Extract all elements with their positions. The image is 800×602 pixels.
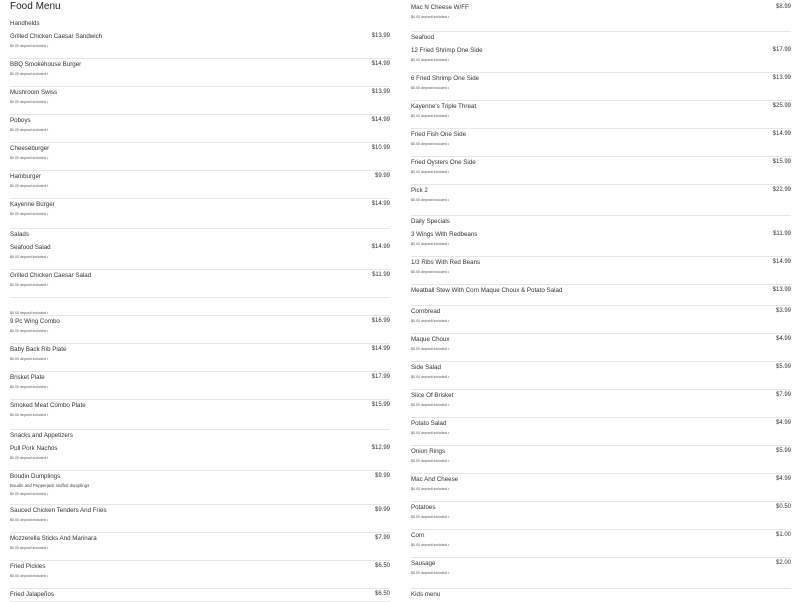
page-title: Food Menu xyxy=(10,1,61,12)
menu-item-blank[interactable] xyxy=(10,300,390,316)
item-price: $2.00 xyxy=(775,560,791,566)
item-deposit-note: $0.00 deposit included • xyxy=(411,86,450,90)
menu-item-fried-pickles[interactable] xyxy=(10,563,390,589)
item-price: $1.00 xyxy=(775,532,791,538)
menu-item-sauced-chicken-tenders-and-fries[interactable] xyxy=(10,507,390,533)
menu-item-cornbread[interactable] xyxy=(411,308,791,334)
item-deposit-note: $0.00 deposit included • xyxy=(411,487,450,491)
item-price: $14.99 xyxy=(371,346,390,352)
item-deposit-note: $0.00 deposit included • xyxy=(10,44,49,48)
menu-item-3-wings-with-redbeans[interactable] xyxy=(411,231,791,257)
item-name: Fried Oysters One Side xyxy=(411,159,476,166)
item-name: Pick 2 xyxy=(411,187,428,194)
item-name: Brisket Plate xyxy=(10,374,45,381)
item-deposit-note: $0.00 deposit included • xyxy=(10,518,49,522)
item-name: Grilled Chicken Caesar Sandwich xyxy=(10,33,103,40)
item-name: Fried Fish One Side xyxy=(411,131,467,138)
menu-item-mac-n-cheese-w-ff[interactable] xyxy=(411,4,791,32)
item-price: $7.99 xyxy=(374,535,390,541)
menu-item-smoked-meat-combo-plate[interactable] xyxy=(10,402,390,430)
menu-item-sausage[interactable] xyxy=(411,560,791,589)
item-name: Kayenne's Triple Threat xyxy=(411,103,477,110)
item-price: $7.99 xyxy=(775,392,791,398)
menu-item-poboys[interactable] xyxy=(10,117,390,143)
item-name: Mozzerella Sticks And Marinara xyxy=(10,535,97,542)
item-deposit-note: $0.00 deposit included • xyxy=(10,574,49,578)
item-deposit-note: $0.00 deposit included • xyxy=(10,413,49,417)
item-deposit-note: $0.00 deposit included • xyxy=(10,212,49,216)
item-name: Onion Rings xyxy=(411,448,446,455)
item-price: $11.99 xyxy=(773,231,791,237)
item-deposit-note: $0.00 deposit included • xyxy=(10,72,49,76)
item-price: $4.99 xyxy=(775,420,791,426)
item-name: 12 Fried Shrimp One Side xyxy=(411,47,483,54)
item-deposit-note: $0.00 deposit included • xyxy=(411,571,450,575)
item-name: Smoked Meat Combo Plate xyxy=(10,402,86,409)
menu-item-pull-pork-nachos[interactable] xyxy=(10,445,390,471)
item-name: Mac N Cheese W/FF xyxy=(411,4,469,11)
section-heading-seafood: Seafood xyxy=(411,34,435,41)
item-price: $12.99 xyxy=(371,445,390,451)
item-deposit-note: $0.00 deposit included • xyxy=(411,319,450,323)
item-name: Sauced Chicken Tenders And Fries xyxy=(10,507,107,514)
menu-item-pick-2[interactable] xyxy=(411,187,791,216)
item-deposit-note: $0.00 deposit included • xyxy=(10,546,49,550)
menu-item-9-pc-wing-combo[interactable] xyxy=(10,318,390,344)
item-price: $13.99 xyxy=(772,287,791,293)
item-deposit-note: $0.00 deposit included • xyxy=(411,15,450,19)
item-deposit-note: $0.00 deposit included • xyxy=(10,184,49,188)
item-price: $17.99 xyxy=(371,374,390,380)
item-deposit-note: $0.00 deposit included • xyxy=(411,459,450,463)
item-price: $9.99 xyxy=(374,507,390,513)
item-name: Cornbread xyxy=(411,308,441,315)
item-deposit-note: $0.00 deposit included • xyxy=(10,283,49,287)
item-name: Hamburger xyxy=(10,173,41,180)
item-deposit-note: $0.00 deposit included • xyxy=(10,357,49,361)
menu-item-fried-oysters-one-side[interactable] xyxy=(411,159,791,185)
item-deposit-note: $0.00 deposit included • xyxy=(411,375,450,379)
item-price: $25.99 xyxy=(772,103,791,109)
menu-item-grilled-chicken-caesar-salad[interactable] xyxy=(10,272,390,298)
item-name: BBQ Smokehouse Burger xyxy=(10,61,82,68)
item-deposit-note: $0.00 deposit included • xyxy=(411,347,450,351)
item-price: $6.50 xyxy=(374,591,390,597)
item-price: $9.99 xyxy=(374,473,390,479)
menu-item-brisket-plate[interactable] xyxy=(10,374,390,400)
item-name: Boudin Dumplings xyxy=(10,473,61,480)
item-deposit-note: $0.00 deposit included • xyxy=(10,128,49,132)
item-description: Boudin and Pepperjack stuffed dumplings xyxy=(10,483,90,488)
menu-item-hamburger[interactable] xyxy=(10,173,390,199)
item-price: $5.99 xyxy=(775,364,791,370)
menu-item-kayenne-s-triple-threat[interactable] xyxy=(411,103,791,129)
item-name: 1/3 Ribs With Red Beans xyxy=(411,259,481,266)
item-price: $13.99 xyxy=(371,89,390,95)
item-price: $8.99 xyxy=(775,4,791,10)
item-deposit-note: $0.00 deposit included • xyxy=(411,142,450,146)
section-heading-snacks-and-appetizers: Snacks and Appetizers xyxy=(10,432,73,439)
item-name: Kayenne Burger xyxy=(10,201,55,208)
item-deposit-note: $0.00 deposit included • xyxy=(411,170,450,174)
menu-item-potatoes[interactable] xyxy=(411,504,791,530)
item-price: $16.99 xyxy=(371,318,390,324)
item-name: Mushroom Swiss xyxy=(10,89,58,96)
menu-item-corn[interactable] xyxy=(411,532,791,558)
item-price: $13.99 xyxy=(772,75,791,81)
menu-item-fried-jalape-os[interactable] xyxy=(10,591,390,602)
menu-item-1-3-ribs-with-red-beans[interactable] xyxy=(411,259,791,285)
item-price: $0.50 xyxy=(775,504,791,510)
item-deposit-note: $0.00 deposit included • xyxy=(10,255,49,259)
menu-item-seafood-salad[interactable] xyxy=(10,244,390,270)
item-name: Potatoes xyxy=(411,504,436,511)
item-name: Corn xyxy=(411,532,425,539)
item-name: Cheeseburger xyxy=(10,145,50,152)
item-name: Sausage xyxy=(411,560,436,567)
menu-item-slice-of-brisket[interactable] xyxy=(411,392,791,418)
item-price: $6.50 xyxy=(374,563,390,569)
item-name: Maque Choux xyxy=(411,336,450,343)
item-deposit-note: $0.00 deposit included • xyxy=(411,270,450,274)
item-deposit-note: $0.00 deposit included • xyxy=(411,515,450,519)
item-price: $14.99 xyxy=(371,61,390,67)
item-price: $22.99 xyxy=(772,187,791,193)
menu-item-fried-fish-one-side[interactable] xyxy=(411,131,791,157)
menu-item-grilled-chicken-caesar-sandwich[interactable] xyxy=(10,33,390,59)
item-name: Fried Jalapeños xyxy=(10,591,55,598)
menu-item-6-fried-shrimp-one-side[interactable] xyxy=(411,75,791,101)
item-price: $14.99 xyxy=(371,117,390,123)
item-name: Pull Pork Nachos xyxy=(10,445,58,452)
item-deposit-note: $0.00 deposit included • xyxy=(411,403,450,407)
section-heading-kids-menu: Kids menu xyxy=(411,591,441,598)
menu-item-side-salad[interactable] xyxy=(411,364,791,390)
item-name: Side Salad xyxy=(411,364,441,371)
item-deposit-note: $0.00 deposit included • xyxy=(411,543,450,547)
item-name: Slice Of Brisket xyxy=(411,392,454,399)
section-heading-salads: Salads xyxy=(10,231,29,238)
item-price: $15.99 xyxy=(371,402,390,408)
item-name: Potato Salad xyxy=(411,420,447,427)
item-price: $4.99 xyxy=(775,336,791,342)
item-deposit-note: $0.00 deposit included • xyxy=(10,156,49,160)
item-deposit-note: $0.00 deposit included • xyxy=(10,311,49,315)
menu-item-12-fried-shrimp-one-side[interactable] xyxy=(411,47,791,73)
item-name: Poboys xyxy=(10,117,31,124)
item-price: $14.99 xyxy=(772,131,791,137)
menu-item-baby-back-rib-plate[interactable] xyxy=(10,346,390,372)
item-price: $13.99 xyxy=(371,33,390,39)
menu-item-mozzerella-sticks-and-marinara[interactable] xyxy=(10,535,390,561)
item-price: $17.99 xyxy=(772,47,791,53)
menu-item-mac-and-cheese[interactable] xyxy=(411,476,791,502)
item-deposit-note: $0.00 deposit included • xyxy=(411,242,450,246)
item-deposit-note: $0.00 deposit included • xyxy=(10,100,49,104)
item-deposit-note: $0.00 deposit included • xyxy=(10,492,49,496)
item-price: $4.99 xyxy=(775,476,791,482)
item-deposit-note: $0.00 deposit included • xyxy=(411,58,450,62)
menu-item-kayenne-burger[interactable] xyxy=(10,201,390,229)
item-name: Grilled Chicken Caesar Salad xyxy=(10,272,92,279)
menu-item-onion-rings[interactable] xyxy=(411,448,791,474)
item-name: 6 Fried Shrimp One Side xyxy=(411,75,480,82)
item-deposit-note: $0.00 deposit included • xyxy=(411,114,450,118)
item-price: $3.99 xyxy=(775,308,791,314)
section-heading-handhelds: Handhelds xyxy=(10,20,40,27)
item-price: $14.99 xyxy=(772,259,791,265)
item-name: 3 Wings With Redbeans xyxy=(411,231,478,238)
item-deposit-note: $0.00 deposit included • xyxy=(10,329,49,333)
item-deposit-note: $0.00 deposit included • xyxy=(10,385,49,389)
item-price: $5.99 xyxy=(775,448,791,454)
menu-item-cheeseburger[interactable] xyxy=(10,145,390,171)
item-name: Baby Back Rib Plate xyxy=(10,346,67,353)
item-price: $11.99 xyxy=(372,272,390,278)
section-heading-daily-specials: Daily Specials xyxy=(411,218,450,225)
item-price: $9.99 xyxy=(374,173,390,179)
item-name: 9 Pc Wing Combo xyxy=(10,318,60,325)
menu-item-potato-salad[interactable] xyxy=(411,420,791,446)
item-deposit-note: $0.00 deposit included • xyxy=(10,456,49,460)
menu-item-meatball-stew-with-corn-maque-choux-potato-salad[interactable] xyxy=(411,287,791,306)
item-name: Meatball Stew With Corn Maque Choux & Potato Salad xyxy=(411,287,563,294)
item-price: $14.99 xyxy=(371,244,390,250)
item-deposit-note: $0.00 deposit included • xyxy=(411,198,450,202)
item-name: Mac And Cheese xyxy=(411,476,459,483)
menu-item-boudin-dumplings[interactable] xyxy=(10,473,390,505)
item-name: Seafood Salad xyxy=(10,244,51,251)
menu-item-mushroom-swiss[interactable] xyxy=(10,89,390,115)
item-price: $14.99 xyxy=(371,201,390,207)
menu-item-maque-choux[interactable] xyxy=(411,336,791,362)
item-deposit-note: $0.00 deposit included • xyxy=(411,431,450,435)
menu-item-bbq-smokehouse-burger[interactable] xyxy=(10,61,390,87)
item-price: $10.99 xyxy=(371,145,390,151)
item-name: Fried Pickles xyxy=(10,563,46,570)
item-price: $15.99 xyxy=(772,159,791,165)
